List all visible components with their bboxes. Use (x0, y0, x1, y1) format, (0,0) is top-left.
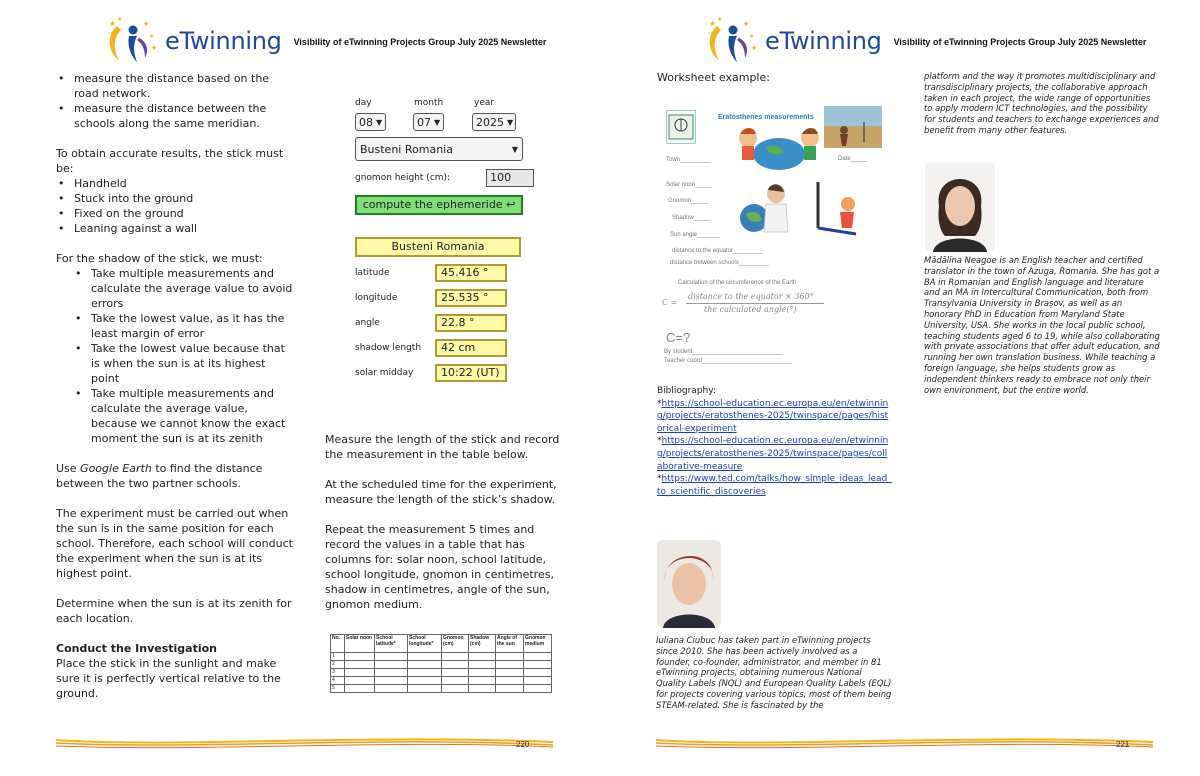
gnomon-row (355, 169, 535, 187)
table-header: Solar noon (345, 635, 375, 653)
newsletter-title: Visibility of eTwinning Projects Group July 2025 Newsletter (293, 37, 547, 47)
bio-madalina-neagoe: Mădălina Neagoe is an English teacher and certified translator in the town of Azuga, Romania. She has got a BA in Romanian and English language and literature and an MA in Intercultural Communication, both from Transylvania University in Brașov, as well as an honorary PhD in Education from Maryland State University, USA. She works in the local public school, teaching students aged 6 to 19, while also collaborating with private associations that offer adult education, and running her own translation business. While teaching a foreign language, she helps students grow as independent thinkers ready to embrace not only their own environment, but the entire world. (924, 255, 1160, 395)
chevron-down-icon: ▼ (376, 117, 383, 127)
month-select[interactable] (413, 113, 444, 131)
etwinning-wordmark: eTwinning (765, 27, 882, 55)
iuliana-ciubuc-photo (657, 540, 721, 628)
table-header: School longitude* (408, 635, 442, 653)
circumference-formula (662, 292, 814, 314)
ws-gnomon: Gnomon_____ (668, 198, 708, 204)
page-header (103, 14, 546, 68)
svg-text:★: ★ (751, 44, 758, 52)
google-earth-pre: Use (56, 462, 81, 475)
place-select[interactable] (355, 137, 523, 161)
ws-distance-schools: distance between schools_________ (670, 260, 769, 266)
list-item: • Fixed on the ground (56, 206, 296, 221)
eratosthenes-painting-image (824, 106, 882, 148)
measure-stick-para: Measure the length of the stick and record the measurement in the table below. (325, 433, 560, 461)
bibliography-link[interactable]: https://school-education.ec.europa.eu/en/etwinning/projects/eratosthenes-2025/twinspace/pages/collaborative-measure (657, 436, 889, 472)
result-label: longitude (355, 293, 398, 303)
list-item: • measure the distance based on the road network. (56, 71, 296, 101)
svg-text:★: ★ (117, 16, 123, 23)
month-label: month (414, 98, 444, 108)
etwinning-logo-icon (703, 16, 763, 66)
ws-teacher-coord: Teacher coord___________________________ (664, 358, 793, 364)
svg-text:★: ★ (749, 33, 755, 40)
conduct-heading: Conduct the Investigation (56, 642, 217, 655)
result-latitude (355, 264, 535, 282)
footer-swoosh (656, 736, 1153, 750)
day-value: 08 (359, 115, 373, 129)
svg-text:★: ★ (743, 20, 750, 28)
ws-town: Town_________ (666, 157, 711, 163)
table-cell: 5 (331, 685, 345, 693)
result-value: 42 cm (435, 339, 507, 357)
measurement-table (330, 634, 552, 693)
list-item: • measure the distance between the schools along the same meridian. (56, 101, 296, 131)
page-number: 220 (516, 740, 530, 749)
stick-intro: To obtain accurate results, the stick must be: (56, 147, 284, 175)
footer-swoosh (56, 736, 553, 750)
google-earth-para (56, 461, 296, 491)
table-row (331, 653, 552, 661)
fraction-bar (686, 303, 824, 304)
bibliography-entry-3: *https://www.ted.com/talks/how_simple_ideas_lead_to_scientific_discoveries (657, 474, 892, 497)
svg-text:★: ★ (109, 19, 117, 28)
table-row (331, 685, 552, 693)
svg-text:★: ★ (143, 20, 150, 28)
result-location-title: Busteni Romania (355, 237, 521, 257)
formula-denominator: the calculated angle(°) (704, 305, 797, 314)
ws-shadow: Shadow_____ (672, 215, 711, 221)
measure-shadow-para: At the scheduled time for the experiment, measure the length of the stick’s shadow. (325, 478, 557, 506)
year-label: year (474, 98, 495, 108)
page-number: 221 (1116, 740, 1130, 749)
list-item: • Stuck into the ground (56, 191, 296, 206)
place-value: Busteni Romania (360, 142, 453, 156)
child-with-globe-image (738, 180, 796, 236)
table-header: School latitude* (375, 635, 408, 653)
table-cell: 3 (331, 669, 345, 677)
shadow-bullet-list (56, 266, 296, 446)
eratosthenes-icon (666, 110, 696, 144)
ws-by-student: By student___________________________ (664, 349, 783, 355)
table-header: Shadow (cm) (469, 635, 496, 653)
list-item: • Handheld (56, 176, 296, 191)
conduct-para: Place the stick in the sunlight and make sure it is perfectly vertical relative to the ground. (56, 657, 281, 700)
result-label: latitude (355, 268, 390, 278)
svg-text:★: ★ (151, 44, 158, 52)
google-earth-post: to find the distance between the two partner schools. (56, 462, 263, 490)
repeat-measure-para: Repeat the measurement 5 times and record the values in a table that has columns for: solar noon, school latitude, school longitude, gnomon in centimetres, shadow in centimetres, angle of the sun, gnomon medium. (325, 523, 554, 611)
ws-sun-angle: Sun angle_______ (670, 232, 721, 238)
year-select[interactable] (472, 113, 516, 131)
result-label: shadow length (355, 343, 422, 353)
left-column-1 (56, 71, 296, 701)
bibliography-link[interactable]: https://school-education.ec.europa.eu/en/etwinning/projects/eratosthenes-2025/twinspace/pages/historical-experiment (657, 398, 889, 434)
newsletter-title: Visibility of eTwinning Projects Group July 2025 Newsletter (893, 37, 1147, 47)
worksheet-heading: Eratosthenes measurements (718, 114, 814, 121)
day-select[interactable] (355, 113, 386, 131)
result-solar-midday (355, 364, 535, 382)
result-longitude (355, 289, 535, 307)
zenith-para: Determine when the sun is at its zenith for each location. (56, 597, 292, 625)
formula-c: C = (662, 298, 678, 307)
result-label: angle (355, 318, 380, 328)
table-row (331, 661, 552, 669)
ws-solar-noon: Solar noon_____ (666, 182, 712, 188)
table-header: Angle of the sun (496, 635, 524, 653)
svg-text:★: ★ (709, 19, 717, 28)
bibliography-heading: Bibliography: (657, 386, 716, 396)
distance-bullet-list (56, 71, 296, 131)
table-row (331, 669, 552, 677)
stick-bullet-list (56, 176, 296, 236)
result-value: 45.416 ° (435, 264, 507, 282)
result-value: 25.535 ° (435, 289, 507, 307)
shadow-intro: For the shadow of the stick, we must: (56, 252, 263, 265)
table-header: Gnomon (cm) (442, 635, 469, 653)
bibliography-link[interactable]: https://www.ted.com/talks/how_simple_ideas_lead_to_scientific_discoveries (657, 474, 892, 497)
bio-iuliana-ciubuc: Iuliana Ciubuc has taken part in eTwinning projects since 2010. She has been actively involved as a founder, co-founder, administrator, and member in 81 eTwinning projects, obtaining numerous National Quality Labels (NQL) and European Quality Labels (EQL) for projects covering various topics, most of them being STEAM-related. She is fascinated by the (656, 635, 892, 710)
etwinning-logo-icon (103, 16, 163, 66)
table-header: Gnomon medium (524, 635, 552, 653)
bibliography-entry-1: *https://school-education.ec.europa.eu/en/etwinning/projects/eratosthenes-2025/twinspace/pages/historical-experiment (657, 398, 889, 434)
table-cell: 4 (331, 677, 345, 685)
experiment-para: The experiment must be carried out when the sun is in the same position for each school. Therefore, each school will conduct the experiment when the sun is at its highest point. (56, 507, 293, 580)
result-label: solar midday (355, 368, 414, 378)
ws-distance-equator: distance to the equator_________ (672, 248, 764, 254)
bibliography-entry-2: *https://school-education.ec.europa.eu/en/etwinning/projects/eratosthenes-2025/twinspace/pages/collaborative-measure (657, 436, 889, 472)
list-item: • Take multiple measurements and calculate the average value to avoid errors (56, 266, 296, 311)
bio-top-continuation: platform and the way it promotes multidisciplinary and transdisciplinary projects, the collaborative approach taken in each project, the wide range of opportunities to apply modern ICT technologies, and the possibility for students and teachers to exchange experiences and benefit from many other features. (924, 71, 1159, 135)
etwinning-wordmark: eTwinning (165, 27, 282, 55)
left-column-2 (325, 432, 563, 627)
svg-text:★: ★ (717, 16, 723, 23)
ws-c-question: C=? (666, 330, 691, 345)
table-cell: 2 (331, 661, 345, 669)
ephemeris-calculator (355, 98, 535, 382)
chevron-down-icon: ▼ (434, 117, 441, 127)
bibliography (657, 385, 892, 498)
day-label: day (355, 98, 372, 108)
gnomon-height-input[interactable]: 100 (486, 169, 534, 187)
chevron-down-icon: ▼ (507, 117, 514, 127)
ws-circumference: Calculation of the circumference of the Earth (678, 280, 797, 286)
month-value: 07 (417, 115, 431, 129)
worksheet-example (660, 100, 888, 372)
result-value: 10:22 (UT) (435, 364, 507, 382)
list-item: • Leaning against a wall (56, 221, 296, 236)
madalina-neagoe-photo (925, 162, 995, 252)
list-item: • Take multiple measurements and calculate the average value, because we cannot know the exact moment the sun is at its zenith (56, 386, 296, 446)
table-cell: 1 (331, 653, 345, 661)
table-row (331, 677, 552, 685)
chevron-down-icon: ▼ (511, 144, 518, 154)
page-header (703, 14, 1146, 68)
list-item: • Take the lowest value because that is when the sun is at its highest point (56, 341, 296, 386)
results-list (355, 264, 535, 382)
kids-globe-illustration (736, 124, 822, 172)
worksheet-title: Worksheet example: (657, 71, 770, 84)
table-header-row (331, 635, 552, 653)
result-angle (355, 314, 535, 332)
google-earth-name: Google Earth (80, 462, 152, 475)
compute-ephemeride-button[interactable]: compute the ephemeride ↩ (355, 195, 523, 215)
date-selects (355, 113, 535, 131)
svg-text:★: ★ (149, 33, 155, 40)
date-labels (355, 98, 535, 108)
child-measuring-shadow-image (808, 178, 868, 238)
list-item: • Take the lowest value, as it has the least margin of error (56, 311, 296, 341)
table-header: No. (331, 635, 345, 653)
formula-numerator: distance to the equator × 360° (688, 292, 814, 301)
gnomon-label: gnomon height (cm): (355, 173, 451, 183)
ws-date: Date_____ (838, 156, 868, 162)
year-value: 2025 (476, 115, 504, 129)
result-value: 22.8 ° (435, 314, 507, 332)
result-shadow-length (355, 339, 535, 357)
